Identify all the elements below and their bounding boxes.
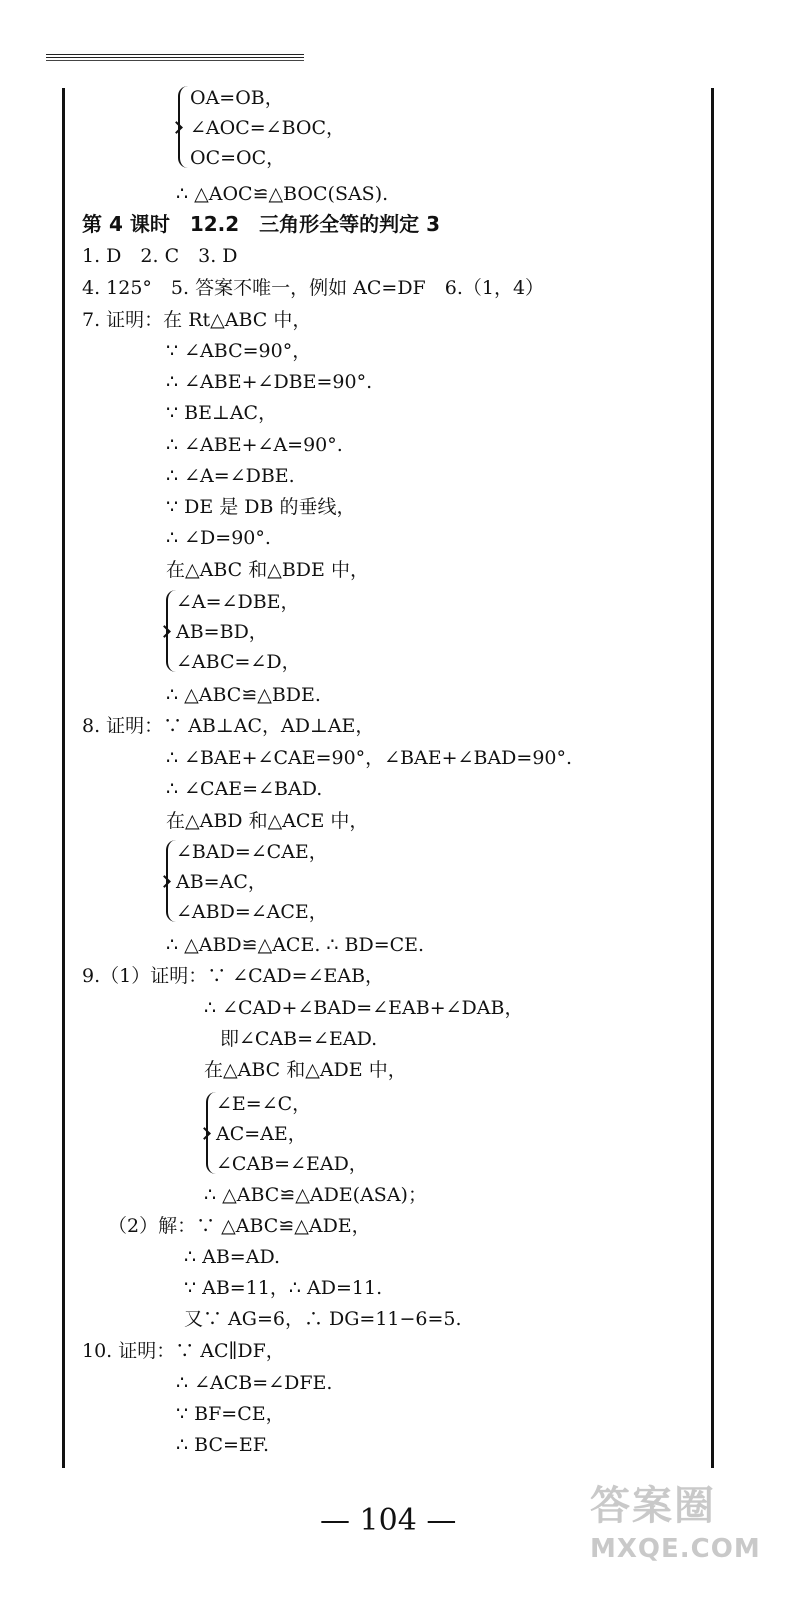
answer-line: AB=AC， xyxy=(176,871,267,893)
watermark-logo xyxy=(590,1480,780,1590)
answer-line: ∵ AB=11，∴ AD=11. xyxy=(184,1277,383,1299)
answer-line: 在△ABD 和△ACE 中， xyxy=(166,810,369,832)
answer-line: ∴ ∠ABE+∠A=90°. xyxy=(166,434,343,456)
answer-line: ∴ △AOC≌△BOC(SAS). xyxy=(176,183,389,205)
answer-line: ∠CAB=∠EAD， xyxy=(216,1153,368,1175)
answer-line: ∴ ∠A=∠DBE. xyxy=(166,465,295,487)
watermark-bottom: MXQE.COM xyxy=(590,1534,761,1564)
answer-line: 又∵ AG=6，∴ DG=11−6=5. xyxy=(184,1308,462,1330)
answer-line: ∵ ∠ABC=90°， xyxy=(166,340,312,362)
answer-line: ∴ ∠BAE+∠CAE=90°，∠BAE+∠BAD=90°. xyxy=(166,747,573,769)
top-decorative-rule xyxy=(46,54,304,58)
answer-line: AB=BD， xyxy=(176,621,268,643)
answer-line: 在△ABC 和△ADE 中， xyxy=(204,1059,407,1081)
answer-line: 9.（1）证明：∵ ∠CAD=∠EAB， xyxy=(82,965,385,987)
answer-line: ∵ DE 是 DB 的垂线， xyxy=(166,496,356,518)
section-heading: 第 4 课时 12.2 三角形全等的判定 3 xyxy=(82,212,441,236)
top-decorative-rule-2 xyxy=(46,60,304,61)
answer-line: ∠AOC=∠BOC， xyxy=(190,117,346,139)
answer-line: ∴ ∠ACB=∠DFE. xyxy=(176,1372,333,1394)
answer-line: OC=OC， xyxy=(190,147,286,169)
answer-line: ∠BAD=∠CAE， xyxy=(176,841,328,863)
answer-line: ∴ ∠D=90°. xyxy=(166,527,271,549)
answer-line: ∴ ∠ABE+∠DBE=90°. xyxy=(166,371,373,393)
left-margin-line xyxy=(62,88,65,1468)
answer-line: ∠A=∠DBE， xyxy=(176,591,300,613)
answer-line: 7. 证明：在 Rt△ABC 中， xyxy=(82,309,312,331)
answer-line: 在△ABC 和△BDE 中， xyxy=(166,559,369,581)
answer-line: （2）解：∵ △ABC≌△ADE， xyxy=(108,1215,371,1237)
answer-line: ∴ BC=EF. xyxy=(176,1434,270,1456)
answer-line: ∴ △ABC≌△ADE(ASA)； xyxy=(204,1184,427,1206)
answer-line: OA=OB， xyxy=(190,87,284,109)
system-brace xyxy=(178,86,190,168)
page-number: — 104 — xyxy=(320,1503,457,1538)
answer-line: ∴ AB=AD. xyxy=(184,1246,281,1268)
answer-line: ∠ABD=∠ACE， xyxy=(176,901,328,923)
answer-line: ∠E=∠C， xyxy=(216,1093,312,1115)
answer-line: ∵ BF=CE， xyxy=(176,1403,285,1425)
answer-line: ∴ ∠CAD+∠BAD=∠EAB+∠DAB， xyxy=(204,997,524,1019)
watermark-top: 答案圈 xyxy=(590,1483,716,1529)
answer-line: ∴ ∠CAE=∠BAD. xyxy=(166,778,323,800)
answer-line: ∴ △ABD≌△ACE. ∴ BD=CE. xyxy=(166,934,425,956)
answer-line: 即∠CAB=∠EAD. xyxy=(220,1028,378,1050)
answer-line: 4. 125° 5. 答案不唯一，例如 AC=DF 6.（1，4） xyxy=(82,277,545,299)
answer-line: ∠ABC=∠D， xyxy=(176,651,301,673)
answer-line: ∵ BE⊥AC， xyxy=(166,402,278,424)
answer-line: 10. 证明：∵ AC∥DF， xyxy=(82,1340,285,1362)
answer-line: AC=AE， xyxy=(216,1123,307,1145)
answer-line: 1. D 2. C 3. D xyxy=(82,245,238,267)
right-margin-line xyxy=(711,88,714,1468)
answer-line: ∴ △ABC≌△BDE. xyxy=(166,684,321,706)
answer-line: 8. 证明：∵ AB⊥AC，AD⊥AE， xyxy=(82,715,375,737)
